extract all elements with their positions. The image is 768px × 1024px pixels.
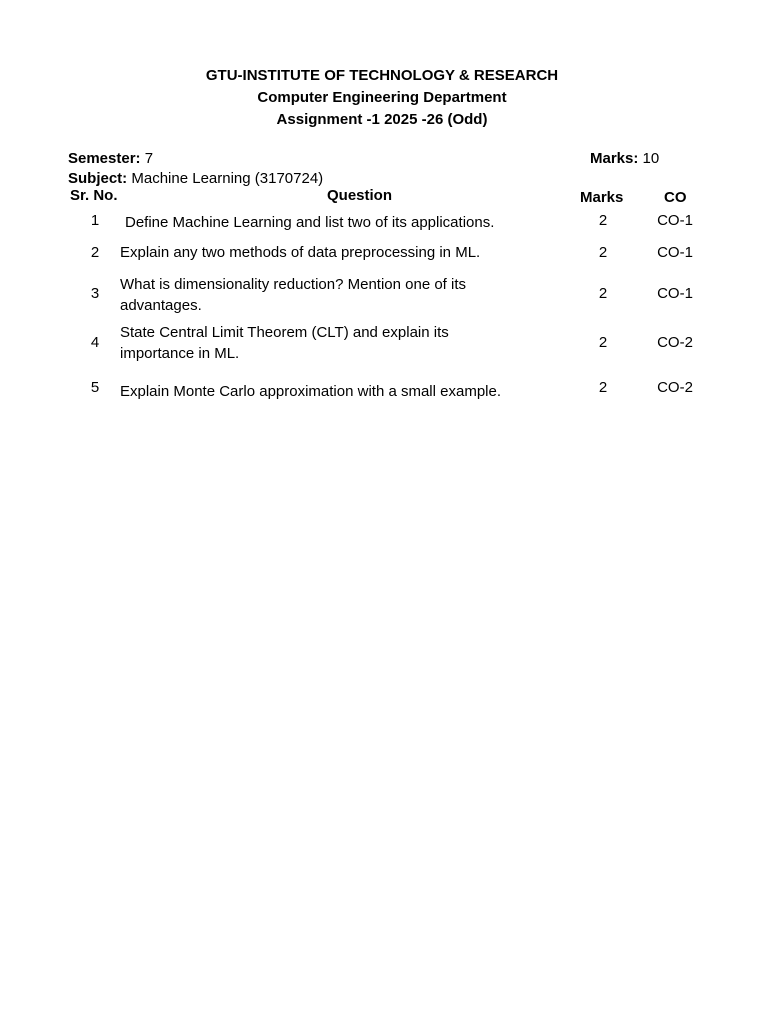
header-co: CO [664,189,687,206]
header-sr-no: Sr. No. [70,187,118,204]
row-number: 5 [90,379,100,396]
subject-label: Subject: [68,170,128,187]
header-question: Question [327,187,393,204]
row-co: CO-1 [657,212,693,229]
row-question: Define Machine Learning and list two of its applications. [125,214,495,231]
semester-line [68,150,153,167]
subject-value: Machine Learning (3170724) [131,170,324,187]
row-marks: 2 [598,334,608,351]
subject-line [68,170,323,187]
row-question: Explain any two methods of data preprocessing in ML. [120,244,481,261]
row-co: CO-2 [657,379,693,396]
marks-label: Marks: [590,150,639,167]
marks-value: 10 [642,150,660,167]
total-marks-line [590,150,659,167]
semester-label: Semester: [68,150,141,167]
row-number: 3 [90,285,100,302]
row-marks: 2 [598,244,608,261]
row-number: 2 [90,244,100,261]
assignment-title: Assignment -1 2025 -26 (Odd) [276,111,488,128]
institute-title: GTU-INSTITUTE OF TECHNOLOGY & RESEARCH [205,67,559,84]
row-co: CO-2 [657,334,693,351]
row-co: CO-1 [657,285,693,302]
row-co: CO-1 [657,244,693,261]
semester-value: 7 [144,150,154,167]
row-question: What is dimensionality reduction? Mention one of its advantages. [120,276,467,314]
department-title: Computer Engineering Department [257,89,507,106]
row-marks: 2 [598,379,608,396]
row-marks: 2 [598,212,608,229]
row-marks: 2 [598,285,608,302]
row-question: Explain Monte Carlo approximation with a small example. [120,383,502,400]
row-question: State Central Limit Theorem (CLT) and explain its importance in ML. [120,324,449,362]
row-number: 1 [90,212,100,229]
header-marks: Marks [580,189,624,206]
row-number: 4 [90,334,100,351]
